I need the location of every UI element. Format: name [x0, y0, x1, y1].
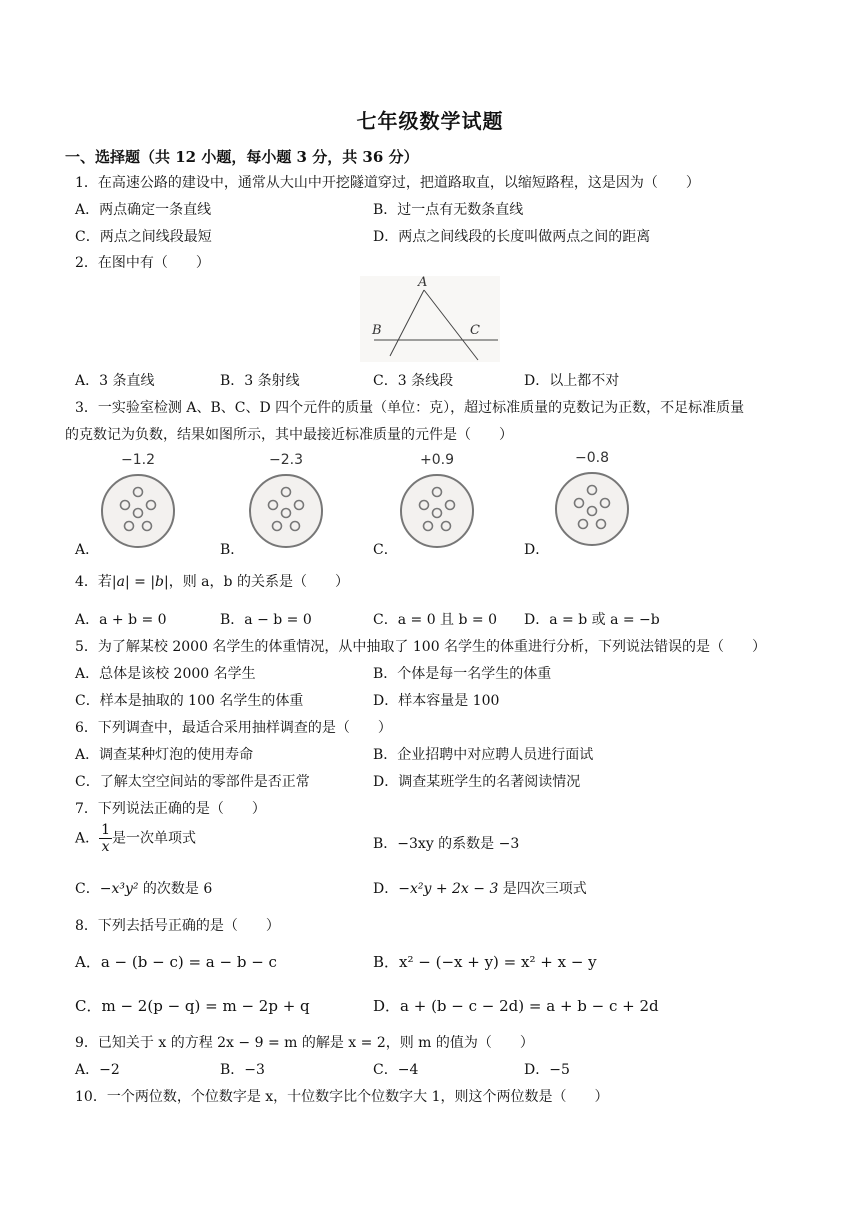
- question-1-option-b: B．过一点有无数条直线: [373, 202, 524, 218]
- fraction-denominator: x: [101, 839, 110, 855]
- label-b: B: [372, 323, 382, 338]
- component-a-value: −1.2: [121, 452, 155, 468]
- component-c-disk: [398, 452, 476, 552]
- question-3-stem-line2: 的克数记为负数，结果如图所示，其中最接近标准质量的元件是（ ）: [65, 427, 513, 443]
- question-4-stem-math: |a| = |b|: [111, 574, 169, 590]
- question-1-option-a: A．两点确定一条直线: [75, 202, 212, 218]
- question-5-option-b: B．个体是每一名学生的体重: [373, 666, 552, 682]
- question-5-stem: 5．为了解某校 2000 名学生的体重情况，从中抽取了 100 名学生的体重进行分析，下列说法错误的是（ ）: [75, 639, 767, 655]
- question-4-option-d: D．a = b 或 a = −b: [524, 612, 660, 628]
- question-6-option-a: A．调查某种灯泡的使用寿命: [75, 747, 254, 763]
- question-7-option-c: [75, 878, 212, 898]
- question-5-option-a: A．总体是该校 2000 名学生: [75, 666, 256, 682]
- component-disk-icon: [398, 472, 476, 550]
- question-8-option-d: D．a + (b − c − 2d) = a + b − c + 2d: [373, 997, 659, 1015]
- label-c: C: [470, 323, 480, 338]
- component-a-disk: [99, 452, 177, 552]
- question-7-option-d-text: 是四次三项式: [498, 881, 587, 897]
- question-4-option-b: B．a − b = 0: [220, 612, 312, 628]
- section-heading: 一、选择题（共 12 小题，每小题 3 分，共 36 分）: [65, 148, 419, 166]
- question-8-option-b: B．x² − (−x + y) = x² + x − y: [373, 953, 597, 971]
- question-4-stem: [75, 571, 349, 591]
- question-7-option-a-text: 是一次单项式: [112, 830, 197, 847]
- question-7-option-d: [373, 878, 587, 898]
- question-6-option-b: B．企业招聘中对应聘人员进行面试: [373, 747, 594, 763]
- component-disk-icon: [553, 470, 631, 548]
- question-8-option-a: A．a − (b − c) = a − b − c: [75, 953, 277, 971]
- component-disk-icon: [247, 472, 325, 550]
- question-7-option-c-text: 的次数是 6: [138, 881, 213, 897]
- question-5-option-d: D．样本容量是 100: [373, 693, 500, 709]
- question-7-option-c-label: C．: [75, 881, 100, 897]
- question-1-option-d: D．两点之间线段的长度叫做两点之间的距离: [373, 229, 651, 245]
- fraction-numerator: 1: [101, 822, 111, 838]
- question-10-stem: 10．一个两位数，个位数字是 x，十位数字比个位数字大 1，则这个两位数是（ ）: [75, 1089, 609, 1105]
- question-2-figure: [360, 276, 500, 362]
- question-2-option-c: C．3 条线段: [373, 373, 454, 389]
- question-5-option-c: C．样本是抽取的 100 名学生的体重: [75, 693, 304, 709]
- question-6-option-c: C．了解太空空间站的零部件是否正常: [75, 774, 310, 790]
- question-7-option-b: B．−3xy 的系数是 −3: [373, 836, 520, 852]
- question-2-option-a: A．3 条直线: [75, 373, 155, 389]
- question-4-option-a: A．a + b = 0: [75, 612, 167, 628]
- question-7-option-c-math: −x³y²: [99, 881, 139, 897]
- question-2-stem: 2．在图中有（ ）: [75, 255, 210, 271]
- fraction-one-over-x: [99, 822, 112, 855]
- question-4-option-c: C．a = 0 且 b = 0: [373, 612, 497, 628]
- question-4-stem-post: ，则 a，b 的关系是（ ）: [168, 574, 349, 590]
- question-2-option-b: B．3 条射线: [220, 373, 300, 389]
- question-1-stem: 1．在高速公路的建设中，通常从大山中开挖隧道穿过，把道路取直，以缩短路程，这是因为（ ）: [75, 175, 700, 191]
- question-9-option-a: A．−2: [75, 1062, 120, 1078]
- label-a: A: [418, 276, 428, 290]
- question-3-option-a: A．: [75, 542, 100, 558]
- question-4-stem-pre: 4．若: [75, 574, 112, 590]
- component-c-value: +0.9: [420, 452, 454, 468]
- question-9-stem: 9．已知关于 x 的方程 2x − 9 = m 的解是 x = 2，则 m 的值为（ ）: [75, 1035, 534, 1051]
- question-1-option-c: C．两点之间线段最短: [75, 229, 212, 245]
- question-7-option-d-label: D．: [373, 881, 399, 897]
- question-9-option-d: D．−5: [524, 1062, 570, 1078]
- question-2-option-d: D．以上都不对: [524, 373, 620, 389]
- component-b-value: −2.3: [269, 452, 303, 468]
- component-disk-icon: [99, 472, 177, 550]
- question-8-stem: 8．下列去括号正确的是（ ）: [75, 918, 280, 934]
- question-3-option-d: D．: [524, 542, 550, 558]
- question-3-stem-line1: 3．一实验室检测 A、B、C、D 四个元件的质量（单位：克），超过标准质量的克数记为正数，不足标准质量: [75, 400, 745, 416]
- question-7-option-d-math: −x²y + 2x − 3: [398, 881, 499, 897]
- component-d-value: −0.8: [575, 450, 609, 466]
- question-6-option-d: D．调查某班学生的名著阅读情况: [373, 774, 581, 790]
- question-7-stem: 7．下列说法正确的是（ ）: [75, 801, 266, 817]
- question-3-option-c: C．: [373, 542, 398, 558]
- question-8-option-c: C．m − 2(p − q) = m − 2p + q: [75, 997, 310, 1015]
- component-b-disk: [247, 452, 325, 552]
- question-7-option-a: [75, 822, 196, 855]
- question-9-option-c: C．−4: [373, 1062, 419, 1078]
- component-d-disk: [553, 450, 631, 550]
- question-6-stem: 6．下列调查中，最适合采用抽样调查的是（ ）: [75, 720, 392, 736]
- page-title: 七年级数学试题: [356, 109, 504, 133]
- line-ab: [390, 290, 424, 356]
- question-3-option-b: B．: [220, 542, 245, 558]
- question-9-option-b: B．−3: [220, 1062, 265, 1078]
- question-7-option-a-label: A．: [75, 830, 100, 847]
- triangle-lines-figure: [360, 276, 500, 362]
